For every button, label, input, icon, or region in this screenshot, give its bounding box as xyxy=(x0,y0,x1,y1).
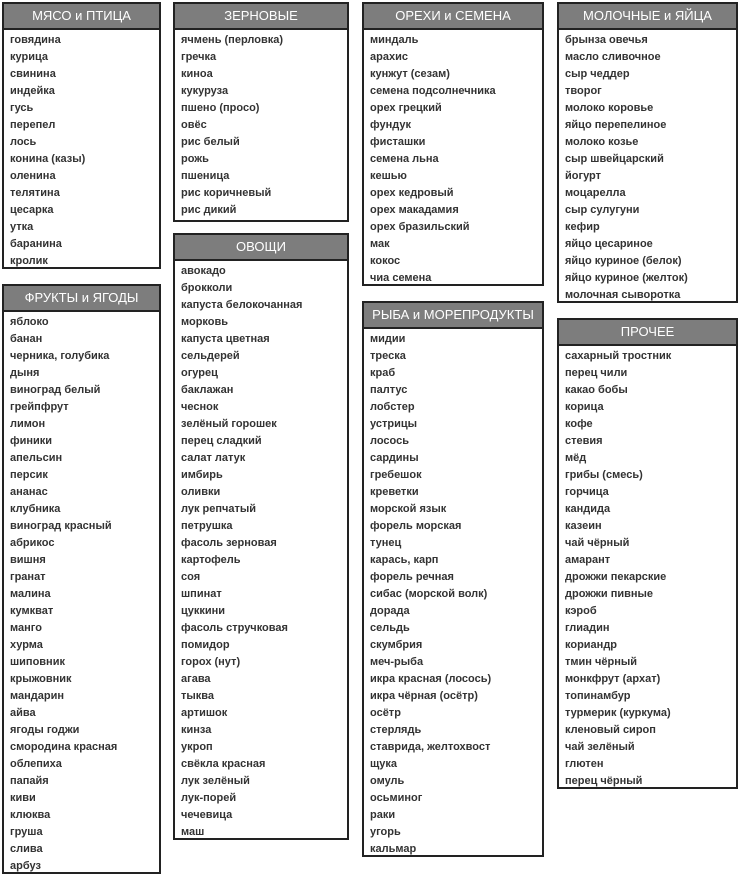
list-item: щука xyxy=(370,758,398,770)
item-list xyxy=(364,329,542,858)
category-box-fish xyxy=(362,301,544,857)
list-item: баранина xyxy=(10,238,62,250)
list-item: кэроб xyxy=(565,605,597,617)
list-item: лук зелёный xyxy=(181,775,250,787)
list-item: яйцо куриное (белок) xyxy=(565,255,682,267)
list-item: гребешок xyxy=(370,469,422,481)
list-item: казеин xyxy=(565,520,602,532)
list-item: соя xyxy=(181,571,201,583)
list-item: зелёный горошек xyxy=(181,418,277,430)
list-item: сельдерей xyxy=(181,350,240,362)
list-item: свёкла красная xyxy=(181,758,266,770)
list-item: омуль xyxy=(370,775,405,787)
list-item: лук репчатый xyxy=(181,503,257,515)
list-item: икра чёрная (осётр) xyxy=(370,690,478,702)
item-list xyxy=(364,30,542,287)
list-item: айва xyxy=(10,707,36,719)
list-item: чай чёрный xyxy=(565,537,630,549)
list-item: перец чили xyxy=(565,367,628,379)
item-list xyxy=(4,30,159,270)
list-item: малина xyxy=(10,588,51,600)
list-item: фундук xyxy=(370,119,411,131)
category-box-dairy xyxy=(557,2,738,303)
category-title: ОВОЩИ xyxy=(175,235,347,261)
list-item: творог xyxy=(565,85,602,97)
list-item: кленовый сироп xyxy=(565,724,656,736)
list-item: краб xyxy=(370,367,396,379)
list-item: огурец xyxy=(181,367,218,379)
list-item: капуста цветная xyxy=(181,333,270,345)
category-box-nuts xyxy=(362,2,544,286)
list-item: свинина xyxy=(10,68,56,80)
list-item: мандарин xyxy=(10,690,64,702)
list-item: фасоль стручковая xyxy=(181,622,288,634)
list-item: орех грецкий xyxy=(370,102,442,114)
list-item: глиадин xyxy=(565,622,610,634)
list-item: масло сливочное xyxy=(565,51,661,63)
category-title: РЫБА и МОРЕПРОДУКТЫ xyxy=(364,303,542,329)
list-item: лобстер xyxy=(370,401,415,413)
list-item: сибас (морской волк) xyxy=(370,588,488,600)
item-list xyxy=(559,30,736,304)
list-item: молоко козье xyxy=(565,136,639,148)
list-item: оленина xyxy=(10,170,56,182)
list-item: треска xyxy=(370,350,406,362)
list-item: ягоды годжи xyxy=(10,724,80,736)
list-item: икра красная (лосось) xyxy=(370,673,492,685)
list-item: кандида xyxy=(565,503,611,515)
list-item: кинза xyxy=(181,724,212,736)
list-item: стевия xyxy=(565,435,603,447)
list-item: индейка xyxy=(10,85,55,97)
list-item: чиа семена xyxy=(370,272,432,284)
list-item: папайя xyxy=(10,775,49,787)
list-item: угорь xyxy=(370,826,401,838)
list-item: кефир xyxy=(565,221,600,233)
list-item: рожь xyxy=(181,153,209,165)
list-item: слива xyxy=(10,843,43,855)
list-item: абрикос xyxy=(10,537,55,549)
list-item: сардины xyxy=(370,452,419,464)
list-item: телятина xyxy=(10,187,60,199)
list-item: яйцо куриное (желток) xyxy=(565,272,688,284)
list-item: груша xyxy=(10,826,43,838)
list-item: манго xyxy=(10,622,42,634)
list-item: топинамбур xyxy=(565,690,631,702)
list-item: овёс xyxy=(181,119,207,131)
list-item: палтус xyxy=(370,384,408,396)
list-item: горох (нут) xyxy=(181,656,241,668)
list-item: мёд xyxy=(565,452,587,464)
item-list xyxy=(4,312,159,875)
list-item: перепел xyxy=(10,119,56,131)
item-list xyxy=(175,261,347,841)
list-item: сахарный тростник xyxy=(565,350,672,362)
list-item: утка xyxy=(10,221,34,233)
list-item: чай зелёный xyxy=(565,741,635,753)
list-item: оливки xyxy=(181,486,221,498)
list-item: семена льна xyxy=(370,153,439,165)
category-box-meat xyxy=(2,2,161,269)
list-item: хурма xyxy=(10,639,43,651)
list-item: пшено (просо) xyxy=(181,102,260,114)
list-item: лук-порей xyxy=(181,792,237,804)
list-item: гречка xyxy=(181,51,217,63)
list-item: сыр швейцарский xyxy=(565,153,664,165)
list-item: петрушка xyxy=(181,520,233,532)
category-box-fruits xyxy=(2,284,161,874)
list-item: осётр xyxy=(370,707,401,719)
list-item: ячмень (перловка) xyxy=(181,34,284,46)
list-item: моцарелла xyxy=(565,187,626,199)
list-item: кролик xyxy=(10,255,48,267)
list-item: гусь xyxy=(10,102,34,114)
list-item: чечевица xyxy=(181,809,233,821)
list-item: молочная сыворотка xyxy=(565,289,681,301)
list-item: баклажан xyxy=(181,384,234,396)
list-item: лось xyxy=(10,136,37,148)
list-item: укроп xyxy=(181,741,213,753)
list-item: тмин чёрный xyxy=(565,656,638,668)
list-item: семена подсолнечника xyxy=(370,85,496,97)
list-item: кумкват xyxy=(10,605,54,617)
list-item: лимон xyxy=(10,418,46,430)
list-item: клюква xyxy=(10,809,51,821)
list-item: капуста белокочанная xyxy=(181,299,303,311)
list-item: раки xyxy=(370,809,396,821)
list-item: горчица xyxy=(565,486,609,498)
list-item: кальмар xyxy=(370,843,417,855)
category-title: ФРУКТЫ и ЯГОДЫ xyxy=(4,286,159,312)
list-item: грибы (смесь) xyxy=(565,469,643,481)
list-item: кунжут (сезам) xyxy=(370,68,450,80)
list-item: авокадо xyxy=(181,265,226,277)
list-item: форель морская xyxy=(370,520,462,532)
category-title: МЯСО и ПТИЦА xyxy=(4,4,159,30)
item-list xyxy=(175,30,347,219)
list-item: шиповник xyxy=(10,656,65,668)
list-item: рис дикий xyxy=(181,204,237,216)
list-item: лосось xyxy=(370,435,409,447)
list-item: орех кедровый xyxy=(370,187,454,199)
list-item: орех бразильский xyxy=(370,221,470,233)
list-item: арбуз xyxy=(10,860,41,872)
list-item: маш xyxy=(181,826,205,838)
list-item: креветки xyxy=(370,486,419,498)
list-item: кукуруза xyxy=(181,85,229,97)
list-item: картофель xyxy=(181,554,241,566)
list-item: тыква xyxy=(181,690,215,702)
list-item: турмерик (куркума) xyxy=(565,707,671,719)
list-item: морской язык xyxy=(370,503,447,515)
list-item: яблоко xyxy=(10,316,49,328)
list-item: вишня xyxy=(10,554,46,566)
list-item: рис белый xyxy=(181,136,240,148)
list-item: кешью xyxy=(370,170,407,182)
list-item: мидии xyxy=(370,333,406,345)
list-item: грейпфрут xyxy=(10,401,69,413)
list-item: банан xyxy=(10,333,43,345)
category-title: МОЛОЧНЫЕ и ЯЙЦА xyxy=(559,4,736,30)
list-item: киноа xyxy=(181,68,213,80)
list-item: морковь xyxy=(181,316,229,328)
list-item: шпинат xyxy=(181,588,222,600)
list-item: черника, голубика xyxy=(10,350,110,362)
list-item: сельдь xyxy=(370,622,410,634)
list-item: дыня xyxy=(10,367,40,379)
list-item: салат латук xyxy=(181,452,246,464)
list-item: апельсин xyxy=(10,452,63,464)
list-item: осьминог xyxy=(370,792,423,804)
list-item: курица xyxy=(10,51,48,63)
list-item: фисташки xyxy=(370,136,426,148)
list-item: йогурт xyxy=(565,170,601,182)
list-item: монкфрут (архат) xyxy=(565,673,661,685)
list-item: перец чёрный xyxy=(565,775,643,787)
list-item: персик xyxy=(10,469,48,481)
category-box-grains xyxy=(173,2,349,222)
list-item: устрицы xyxy=(370,418,417,430)
list-item: глютен xyxy=(565,758,604,770)
category-title: ЗЕРНОВЫЕ xyxy=(175,4,347,30)
list-item: амарант xyxy=(565,554,611,566)
category-box-vegetables xyxy=(173,233,349,840)
list-item: мак xyxy=(370,238,390,250)
list-item: сыр чеддер xyxy=(565,68,630,80)
list-item: дрожжи пивные xyxy=(565,588,654,600)
list-item: цуккини xyxy=(181,605,226,617)
list-item: финики xyxy=(10,435,53,447)
list-item: кориандр xyxy=(565,639,618,651)
list-item: пшеница xyxy=(181,170,230,182)
list-item: помидор xyxy=(181,639,230,651)
list-item: конина (казы) xyxy=(10,153,86,165)
list-item: ставрида, желтохвост xyxy=(370,741,491,753)
list-item: стерлядь xyxy=(370,724,422,736)
list-item: молоко коровье xyxy=(565,102,654,114)
list-item: брокколи xyxy=(181,282,233,294)
list-item: яйцо цесариное xyxy=(565,238,653,250)
list-item: яйцо перепелиное xyxy=(565,119,667,131)
list-item: крыжовник xyxy=(10,673,72,685)
list-item: тунец xyxy=(370,537,402,549)
list-item: виноград красный xyxy=(10,520,112,532)
list-item: виноград белый xyxy=(10,384,101,396)
list-item: арахис xyxy=(370,51,408,63)
list-item: корица xyxy=(565,401,604,413)
list-item: перец сладкий xyxy=(181,435,262,447)
list-item: ананас xyxy=(10,486,48,498)
list-item: клубника xyxy=(10,503,61,515)
list-item: дорада xyxy=(370,605,410,617)
list-item: орех макадамия xyxy=(370,204,459,216)
list-item: смородина красная xyxy=(10,741,118,753)
list-item: имбирь xyxy=(181,469,223,481)
list-item: меч-рыба xyxy=(370,656,424,668)
item-list xyxy=(559,346,736,790)
list-item: агава xyxy=(181,673,211,685)
list-item: фасоль зерновая xyxy=(181,537,277,549)
category-title: ПРОЧЕЕ xyxy=(559,320,736,346)
list-item: кофе xyxy=(565,418,593,430)
category-title: ОРЕХИ и СЕМЕНА xyxy=(364,4,542,30)
list-item: чеснок xyxy=(181,401,219,413)
list-item: сыр сулугуни xyxy=(565,204,640,216)
list-item: облепиха xyxy=(10,758,62,770)
list-item: рис коричневый xyxy=(181,187,272,199)
list-item: говядина xyxy=(10,34,61,46)
list-item: кокос xyxy=(370,255,401,267)
list-item: карась, карп xyxy=(370,554,439,566)
category-box-other xyxy=(557,318,738,789)
list-item: миндаль xyxy=(370,34,419,46)
list-item: дрожжи пекарские xyxy=(565,571,667,583)
list-item: гранат xyxy=(10,571,46,583)
list-item: скумбрия xyxy=(370,639,423,651)
list-item: форель речная xyxy=(370,571,454,583)
list-item: артишок xyxy=(181,707,228,719)
list-item: киви xyxy=(10,792,36,804)
list-item: брынза овечья xyxy=(565,34,648,46)
list-item: какао бобы xyxy=(565,384,628,396)
list-item: цесарка xyxy=(10,204,54,216)
